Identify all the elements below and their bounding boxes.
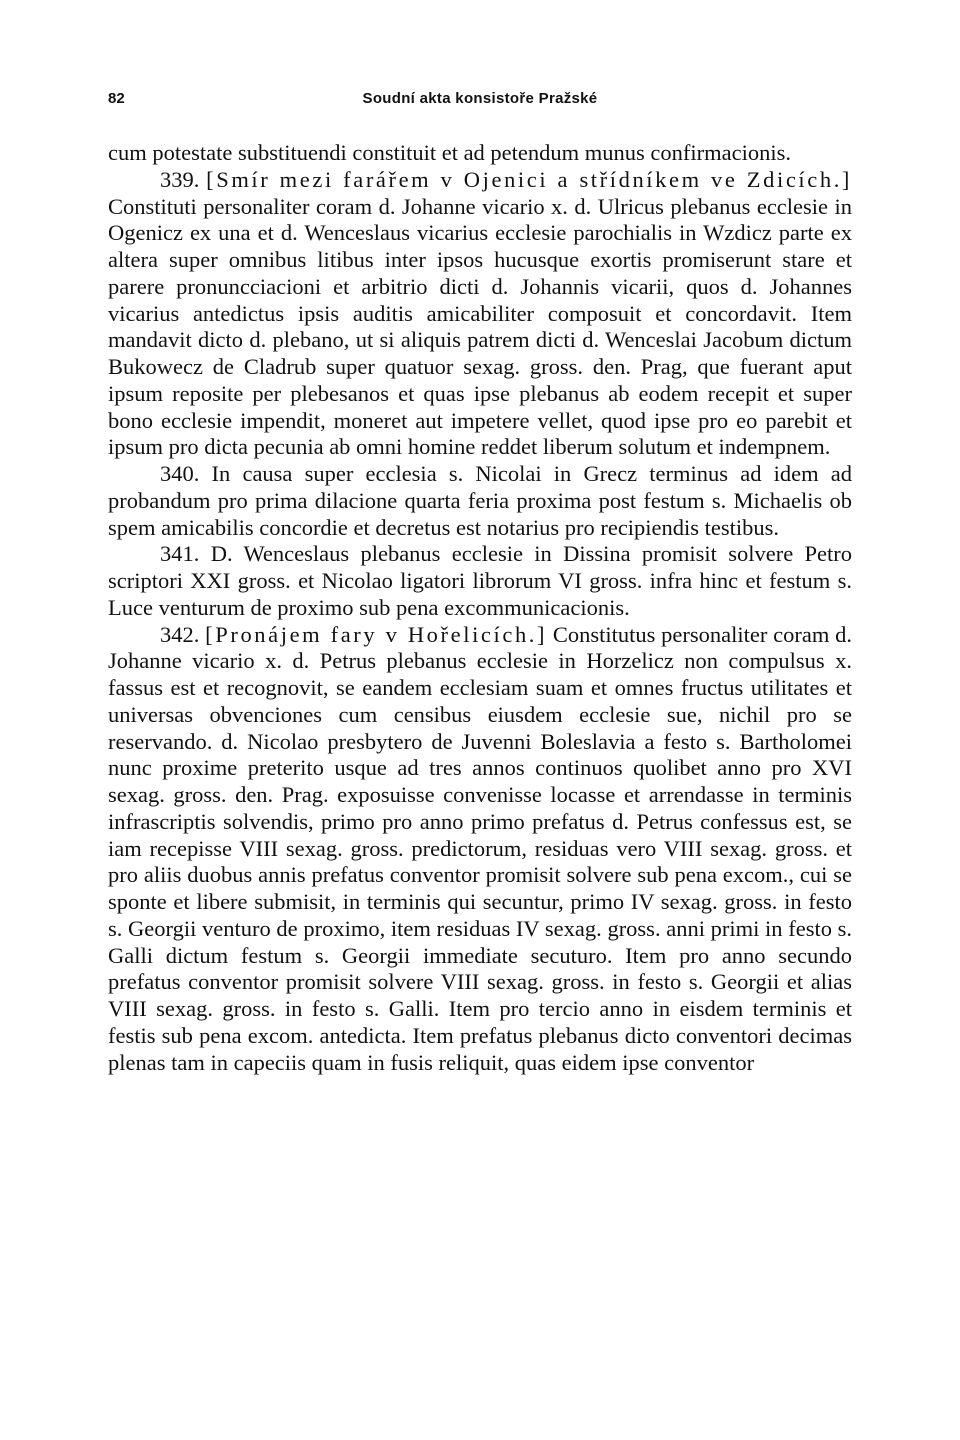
entry-text: Constitutus personaliter coram d. Johanne vicario x. d. Petrus plebanus ecclesie in Horzelicz non compulsus x. fassus est et recognovit, se eandem ecclesiam suam et omnes fructus utilitates et universas obvenciones cum censibus eiusdem ecclesie sue, nichil pro se reservando. d. Nicolao presbytero de Juvenni Boleslavia a festo s. Bartholomei nunc proxime preterito usque ad tres annos continuos quolibet anno pro XVI sexag. gross. den. Prag. exposuisse convenisse locasse et arrendasse in terminis infrascriptis solvendis, primo pro anno primo prefatus d. Petrus confessus est, se iam recepisse VIII sexag. gross. predictorum, residuas vero VIII sexag. gross. et pro aliis duobus annis prefatus conventor promisit solvere sub pena excom., cui se sponte et libere submisit, in terminis qui secuntur, primo IV sexag. gross. in festo s. Georgii venturo de proximo, item residuas IV sexag. gross. anni primi in festo s. Galli dictum festum s. Georgii immediate secuturo. Item pro anno secundo prefatus conventor promisit solvere VIII sexag. gross. in festo s. Georgii et alias VIII sexag. gross. in festo s. Galli. Item pro tercio anno in eisdem terminis et festis sub pena excom. antedicta. Item prefatus plebanus dicto conventori decimas plenas tam in capeciis quam in fusis reliquit, quas eidem ipse conventor	[108, 621, 852, 1075]
body-text	[108, 140, 852, 1076]
paragraph-text: cum potestate substituendi constituit et ad petendum munus confirmacionis.	[108, 140, 791, 165]
entry-text: D. Wenceslaus plebanus ecclesie in Dissina promisit solvere Petro scriptori XXI gross. et Nicolao ligatori librorum VI gross. infra hinc et festum s. Luce venturum de proximo sub pena excommunicacionis.	[108, 541, 853, 620]
running-header	[108, 90, 852, 114]
entry-heading: [Smír mezi farářem v Ojenici a střídníkem ve Zdicích.]	[206, 166, 853, 192]
entry-heading: [Pronájem fary v Hořelicích.]	[205, 621, 548, 647]
entry-number: 339.	[160, 166, 200, 192]
entry-341	[108, 541, 852, 621]
entry-number: 342.	[160, 621, 200, 647]
entry-339	[108, 167, 852, 461]
entry-text: Constituti personaliter coram d. Johanne vicario x. d. Ulricus plebanus ecclesie in Ogenicz ex una et d. Wenceslaus vicarius ecclesie parochialis in Wzdicz parte ex altera super omnibus litibus inter ipsos hucusque exortis promiserunt stare et parere pronuncciacioni et arbitrio dicti d. Johannis vicarii, quos d. Johannes vicarius antedictus ipsis auditis amicabiliter composuit et concordavit. Item mandavit dicto d. plebano, ut si aliquis patrem dicti d. Wenceslai Jacobum dictum Bukowecz de Cladrub super quatuor sexag. gross. den. Prag, que fuerant aput ipsum reposite per plebesanos et quas ipse plebanus ab eodem recepit et super bono ecclesie impendit, moneret aut impetere vellet, quod ipse pro eo parebit et ipsum pro dicta pecunia ab omni homine reddet liberum solutum et indempnem.	[108, 193, 852, 460]
paragraph-continuation	[108, 140, 852, 167]
entry-number: 340.	[160, 461, 200, 486]
entry-text: In causa super ecclesia s. Nicolai in Grecz terminus ad idem ad probandum pro prima dilacione quarta feria proxima post festum s. Michaelis ob spem amicabilis concordie et decretus est notarius pro recipiendis testibus.	[108, 461, 852, 540]
entry-number: 341.	[160, 541, 200, 567]
entry-340	[108, 461, 852, 541]
page-number: 82	[108, 90, 125, 107]
entry-342	[108, 622, 852, 1077]
running-title: Soudní akta konsistoře Pražské	[362, 90, 598, 107]
